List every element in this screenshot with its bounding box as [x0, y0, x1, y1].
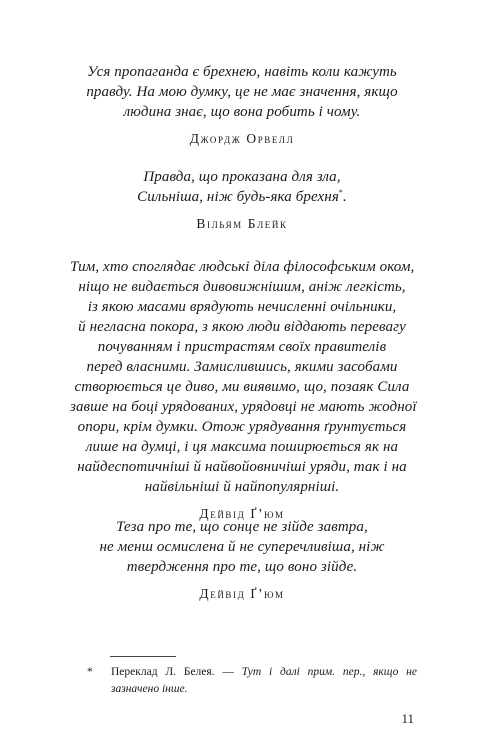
quote-line: Уся пропаганда є брехнею, навіть коли кажуть: [87, 64, 397, 80]
quote-line: Сильніша, ніж будь-яка брехня*.: [137, 188, 347, 205]
quote-line: створюється це диво, ми виявимо, що, позаяк Сила: [74, 379, 410, 395]
quote-line: завше на боці урядованих, урядовці не мають жодної: [70, 399, 417, 415]
epigraph-quote: [70, 62, 414, 122]
quote-line-text: Сильніша, ніж будь-яка брехня: [137, 189, 339, 205]
footnote: [87, 664, 417, 698]
footnote-note: Тут і далі прим. пер., якщо не зазначено інше.: [111, 666, 417, 695]
quote-line: із якою масами врядують нечисленні очільники,: [87, 299, 397, 315]
quote-line: правду. На мою думку, це не має значення, якщо: [86, 84, 398, 100]
quote-line: не менш осмислена й не суперечливіша, ніж: [99, 539, 385, 555]
quote-line: Теза про те, що сонце не зійде завтра,: [116, 519, 368, 535]
epigraph-hume-2: [70, 517, 414, 602]
quote-line: людина знає, що вона робить і чому.: [123, 104, 361, 120]
quote-line: й негласна покора, з якою люди віддають перевагу: [78, 319, 406, 335]
quote-line: найвільніші й найпопулярніші.: [144, 479, 340, 495]
quote-line: Правда, що проказана для зла,: [143, 169, 341, 185]
epigraph-author: Дейвід Ґ’юм: [199, 506, 285, 521]
footnote-reference[interactable]: *: [338, 188, 344, 197]
epigraph-author: Вільям Блейк: [196, 216, 288, 231]
quote-line: ніщо не видається дивовижнішим, аніж легкість,: [78, 279, 406, 295]
quote-line: твердження про те, що воно зійде.: [126, 559, 358, 575]
epigraph-quote: [70, 517, 414, 577]
epigraph-blake: [70, 167, 414, 232]
quote-line: Тим, хто споглядає людські діла філософським оком,: [70, 259, 415, 275]
footnote-mark: *: [87, 666, 93, 678]
epigraph-quote: [70, 257, 417, 497]
quote-line: почуванням і пристрастям своїх правителів: [97, 339, 387, 355]
page-number: 11: [401, 711, 414, 726]
quote-line: лише на думці, і ця максима поширюється як на: [85, 439, 399, 455]
epigraph-author: Джордж Орвелл: [189, 131, 295, 146]
quote-line: опори, крім думки. Отож урядування ґрунтується: [77, 419, 407, 435]
epigraph-author: Дейвід Ґ’юм: [199, 586, 285, 601]
quote-line: найдеспотичніші й найвойовничіші уряди, так і на: [77, 459, 407, 475]
quote-line: перед власними. Замислившись, якими засобами: [86, 359, 398, 375]
footnote-text: Переклад Л. Белея. —: [111, 666, 242, 678]
footnote-body: [111, 664, 417, 698]
footnote-divider: [110, 656, 176, 657]
epigraph-hume-1: [70, 257, 417, 522]
epigraph-orwell: [70, 62, 414, 147]
epigraph-quote: [70, 167, 414, 207]
